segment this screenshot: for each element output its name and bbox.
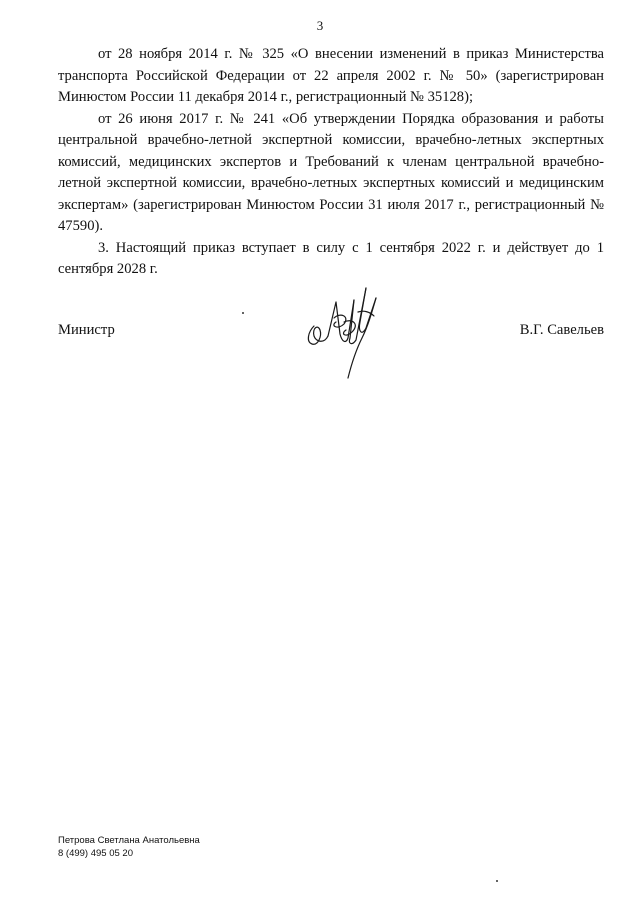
stray-mark [496,880,498,882]
executor-phone: 8 (499) 495 05 20 [58,847,134,859]
page-number: 3 [316,18,324,33]
position-title: Министр [58,322,115,338]
paragraph-effective-date: 3. Настоящий приказ вступает в силу с 1 сентября 2022 г. и действует до 1 сентября 2028 г. [58,239,604,277]
executor-info [58,835,200,860]
document-body [58,44,604,281]
signatory-name: В.Г. Савельев [519,322,604,338]
paragraph-order-325: от 28 ноября 2014 г. № 325 «О внесении изменений в приказ Министерства транспорта Российской Федерации от 22 апреля 2002 г. № 50» (зарегистрирован Минюстом России 11 декабря 2014 г., регистрационный № 35128); [58,46,604,105]
handwritten-signature [300,282,400,382]
paragraph-order-241: от 26 июня 2017 г. № 241 «Об утверждении Порядка образования и работы центральной врачебно-летной экспертной комиссии, врачебно-летных экспертных комиссий, медицинских экспертов и Требований к членам центральной врачебно-летной экспертной комиссии, врачебно-летных экспертных комиссий и медицинским экспертам» (зарегистрирован Минюстом России 31 июля 2017 г., регистрационный № 47590). [58,110,604,234]
stray-mark [242,312,244,314]
executor-name: Петрова Светлана Анатольевна [58,835,200,846]
